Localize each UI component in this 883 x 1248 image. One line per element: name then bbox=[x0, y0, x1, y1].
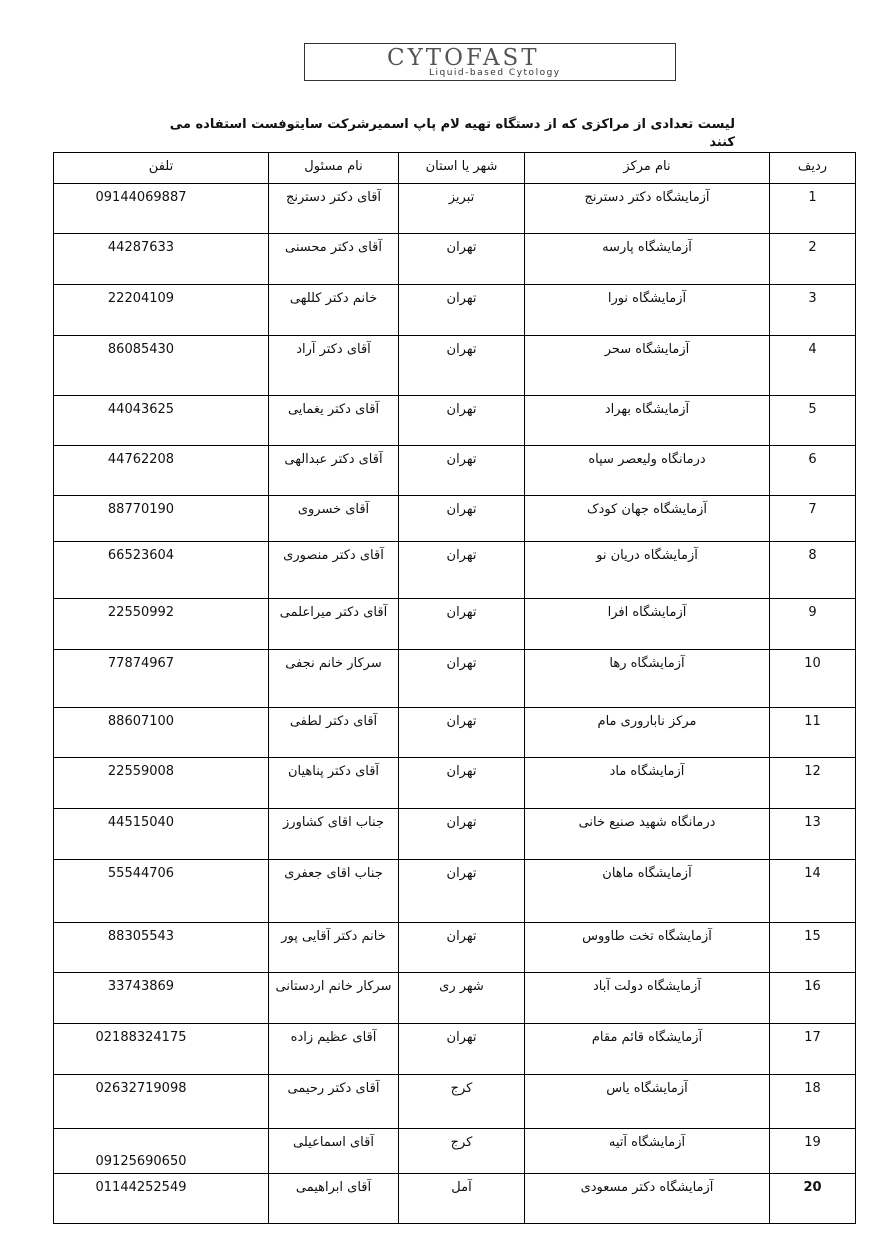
center-name-cell: آزمایشگاه ماهان bbox=[525, 860, 770, 923]
city-cell: تهران bbox=[399, 860, 525, 923]
phone-cell: 86085430 bbox=[54, 336, 269, 396]
city-cell: آمل bbox=[399, 1174, 525, 1224]
phone-cell: 02632719098 bbox=[54, 1075, 269, 1129]
table-row bbox=[54, 708, 856, 758]
center-name-cell: آزمایشگاه جهان کودک bbox=[525, 496, 770, 542]
row-number-cell: 11 bbox=[770, 708, 856, 758]
table-row bbox=[54, 1174, 856, 1224]
header-phone: تلفن bbox=[54, 153, 269, 184]
header-city: شهر یا استان bbox=[399, 153, 525, 184]
city-cell: تهران bbox=[399, 336, 525, 396]
person-cell: جناب اقای جعفری bbox=[269, 860, 399, 923]
row-number-cell: 20 bbox=[770, 1174, 856, 1224]
person-cell: آقای دکتر یغمایی bbox=[269, 396, 399, 446]
table-row bbox=[54, 1024, 856, 1075]
person-cell: آقای دکتر لطفی bbox=[269, 708, 399, 758]
table-row bbox=[54, 496, 856, 542]
phone-cell: 02188324175 bbox=[54, 1024, 269, 1075]
phone-cell: 44762208 bbox=[54, 446, 269, 496]
person-cell: آقای عظیم زاده bbox=[269, 1024, 399, 1075]
city-cell: تهران bbox=[399, 650, 525, 708]
row-number-cell: 7 bbox=[770, 496, 856, 542]
table-row bbox=[54, 758, 856, 809]
row-number-cell: 17 bbox=[770, 1024, 856, 1075]
center-name-cell: مرکز ناباروری مام bbox=[525, 708, 770, 758]
header-center: نام مرکز bbox=[525, 153, 770, 184]
phone-cell: 88305543 bbox=[54, 923, 269, 973]
person-cell: آقای اسماعیلی bbox=[269, 1129, 399, 1174]
city-cell: تهران bbox=[399, 1024, 525, 1075]
table-row bbox=[54, 923, 856, 973]
row-number-cell: 18 bbox=[770, 1075, 856, 1129]
row-number-cell: 2 bbox=[770, 234, 856, 285]
city-cell: شهر ری bbox=[399, 973, 525, 1024]
table-row bbox=[54, 650, 856, 708]
row-number-cell: 13 bbox=[770, 809, 856, 860]
person-cell: آقای دکتر آراد bbox=[269, 336, 399, 396]
city-cell: تهران bbox=[399, 599, 525, 650]
person-cell: آقای ابراهیمی bbox=[269, 1174, 399, 1224]
table-row bbox=[54, 396, 856, 446]
row-number-cell: 8 bbox=[770, 542, 856, 599]
person-cell: خانم دکتر آقایی پور bbox=[269, 923, 399, 973]
city-cell: تهران bbox=[399, 758, 525, 809]
center-name-cell: آزمایشگاه رها bbox=[525, 650, 770, 708]
person-cell: سرکار خانم نجفی bbox=[269, 650, 399, 708]
person-cell: آقای دکتر محسنی bbox=[269, 234, 399, 285]
logo-tagline: Liquid-based Cytology bbox=[429, 68, 561, 78]
city-cell: تبریز bbox=[399, 184, 525, 234]
phone-cell: 22550992 bbox=[54, 599, 269, 650]
table-header-row bbox=[54, 153, 856, 184]
table-row bbox=[54, 336, 856, 396]
table-row bbox=[54, 184, 856, 234]
center-name-cell: آزمایشگاه یاس bbox=[525, 1075, 770, 1129]
center-name-cell: آزمایشگاه تخت طاووس bbox=[525, 923, 770, 973]
phone-cell: 09125690650 bbox=[54, 1129, 269, 1174]
row-number-cell: 5 bbox=[770, 396, 856, 446]
phone-cell: 66523604 bbox=[54, 542, 269, 599]
table-row bbox=[54, 542, 856, 599]
table-row bbox=[54, 599, 856, 650]
person-cell: خانم دکتر کللهی bbox=[269, 285, 399, 336]
center-name-cell: آزمایشگاه پارسه bbox=[525, 234, 770, 285]
phone-cell: 01144252549 bbox=[54, 1174, 269, 1224]
center-name-cell: آزمایشگاه افرا bbox=[525, 599, 770, 650]
logo-brand: CYTOFAST bbox=[387, 45, 540, 71]
phone-cell: 22559008 bbox=[54, 758, 269, 809]
row-number-cell: 15 bbox=[770, 923, 856, 973]
row-number-cell: 19 bbox=[770, 1129, 856, 1174]
person-cell: آقای دکتر رحیمی bbox=[269, 1075, 399, 1129]
person-cell: آقای دکتر دسترنج bbox=[269, 184, 399, 234]
row-number-cell: 3 bbox=[770, 285, 856, 336]
row-number-cell: 4 bbox=[770, 336, 856, 396]
person-cell: آقای خسروی bbox=[269, 496, 399, 542]
city-cell: تهران bbox=[399, 234, 525, 285]
row-number-cell: 12 bbox=[770, 758, 856, 809]
person-cell: آقای دکتر پناهیان bbox=[269, 758, 399, 809]
header-person: نام مسئول bbox=[269, 153, 399, 184]
city-cell: کرج bbox=[399, 1129, 525, 1174]
row-number-cell: 1 bbox=[770, 184, 856, 234]
person-cell: آقای دکتر عبدالهی bbox=[269, 446, 399, 496]
person-cell: آقای دکتر منصوری bbox=[269, 542, 399, 599]
city-cell: تهران bbox=[399, 708, 525, 758]
person-cell: جناب اقای کشاورز bbox=[269, 809, 399, 860]
phone-cell: 44515040 bbox=[54, 809, 269, 860]
company-logo bbox=[304, 43, 676, 81]
city-cell: تهران bbox=[399, 496, 525, 542]
city-cell: کرج bbox=[399, 1075, 525, 1129]
center-name-cell: درمانگاه ولیعصر سپاه bbox=[525, 446, 770, 496]
center-name-cell: آزمایشگاه دکتر دسترنج bbox=[525, 184, 770, 234]
person-cell: آقای دکتر میراعلمی bbox=[269, 599, 399, 650]
table-row bbox=[54, 809, 856, 860]
document-title: لیست تعدادی از مراکزی که از دستگاه تهیه لام پاپ اسمیرشرکت سایتوفست استفاده می کنند bbox=[169, 117, 735, 150]
row-number-cell: 14 bbox=[770, 860, 856, 923]
center-name-cell: آزمایشگاه دریان نو bbox=[525, 542, 770, 599]
phone-cell: 33743869 bbox=[54, 973, 269, 1024]
center-name-cell: درمانگاه شهید صنیع خانی bbox=[525, 809, 770, 860]
table-row bbox=[54, 446, 856, 496]
center-name-cell: آزمایشگاه دولت آباد bbox=[525, 973, 770, 1024]
phone-cell: 09144069887 bbox=[54, 184, 269, 234]
table-row bbox=[54, 285, 856, 336]
phone-cell: 44043625 bbox=[54, 396, 269, 446]
table-row bbox=[54, 1075, 856, 1129]
row-number-cell: 6 bbox=[770, 446, 856, 496]
city-cell: تهران bbox=[399, 446, 525, 496]
centers-table bbox=[53, 152, 856, 1224]
phone-cell: 88607100 bbox=[54, 708, 269, 758]
phone-cell: 77874967 bbox=[54, 650, 269, 708]
center-name-cell: آزمایشگاه دکتر مسعودی bbox=[525, 1174, 770, 1224]
table-row bbox=[54, 860, 856, 923]
city-cell: تهران bbox=[399, 923, 525, 973]
person-cell: سرکار خانم اردستانی bbox=[269, 973, 399, 1024]
city-cell: تهران bbox=[399, 809, 525, 860]
table-row bbox=[54, 234, 856, 285]
city-cell: تهران bbox=[399, 285, 525, 336]
phone-cell: 88770190 bbox=[54, 496, 269, 542]
center-name-cell: آزمایشگاه نورا bbox=[525, 285, 770, 336]
table-row bbox=[54, 973, 856, 1024]
center-name-cell: آزمایشگاه قائم مقام bbox=[525, 1024, 770, 1075]
row-number-cell: 9 bbox=[770, 599, 856, 650]
phone-cell: 22204109 bbox=[54, 285, 269, 336]
center-name-cell: آزمایشگاه آتیه bbox=[525, 1129, 770, 1174]
row-number-cell: 16 bbox=[770, 973, 856, 1024]
table-body bbox=[54, 184, 856, 1224]
phone-cell: 55544706 bbox=[54, 860, 269, 923]
phone-cell: 44287633 bbox=[54, 234, 269, 285]
row-number-cell: 10 bbox=[770, 650, 856, 708]
city-cell: تهران bbox=[399, 396, 525, 446]
table-row bbox=[54, 1129, 856, 1174]
header-row-number: ردیف bbox=[770, 153, 856, 184]
city-cell: تهران bbox=[399, 542, 525, 599]
center-name-cell: آزمایشگاه ماد bbox=[525, 758, 770, 809]
center-name-cell: آزمایشگاه بهراد bbox=[525, 396, 770, 446]
center-name-cell: آزمایشگاه سحر bbox=[525, 336, 770, 396]
